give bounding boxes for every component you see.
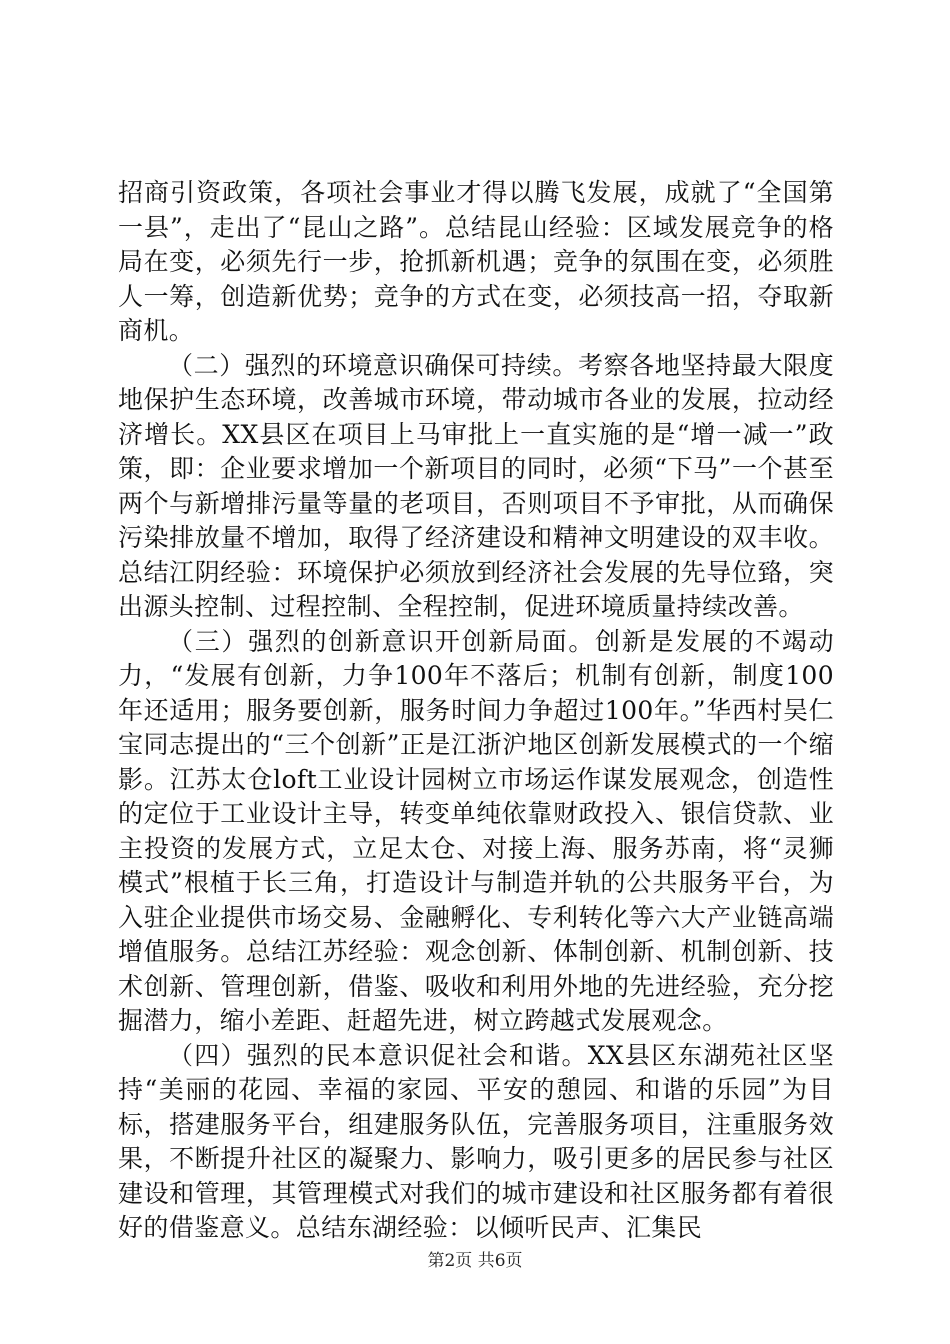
paragraph-continuation: 招商引资政策，各项社会事业才得以腾飞发展，成就了“全国第一县”，走出了“昆山之路”。总结昆山经验：区域发展竞争的格局在变，必须先行一步，抢抓新机遇；竞争的氛围在变，必须胜人一筹，创造新优势；竞争的方式在变，必须技高一招，夺取新商机。 <box>118 178 834 345</box>
page-number-footer: 第2页 共6页 <box>427 1251 523 1271</box>
paragraph-people: （四）强烈的民本意识促社会和谐。XX县区东湖苑社区坚持“美丽的花园、幸福的家园、平安的憩园、和谐的乐园”为目标，搭建服务平台，组建服务队伍，完善服务项目，注重服务效果，不断提升社区的凝聚力、影响力，吸引更多的居民参与社区建设和管理，其管理模式对我们的城市建设和社区服务都有着很好的借鉴意义。总结东湖经验：以倾听民声、汇集民 <box>118 1040 834 1242</box>
paragraph-innovation: （三）强烈的创新意识开创新局面。创新是发展的不竭动力，“发展有创新，力争100年不落后；机制有创新，制度100年还适用；服务要创新，服务时间力争超过100年。”华西村吴仁宝同志提出的“三个创新”正是江浙沪地区创新发展模式的一个缩影。江苏太仓loft工业设计园树立市场运作谋发展观念，创造性的定位于工业设计主导，转变单纯依靠财政投入、银信贷款、业主投资的发展方式，立足太仓、对接上海、服务苏南，将“灵狮模式”根植于长三角，打造设计与制造并轨的公共服务平台，为入驻企业提供市场交易、金融孵化、专利转化等六大产业链高端增值服务。总结江苏经验：观念创新、体制创新、机制创新、技术创新、管理创新，借鉴、吸收和利用外地的先进经验，充分挖掘潜力，缩小差距、赶超先进，树立跨越式发展观念。 <box>118 626 834 1035</box>
paragraph-environment: （二）强烈的环境意识确保可持续。考察各地坚持最大限度地保护生态环境，改善城市环境，带动城市各业的发展，拉动经济增长。XX县区在项目上马审批上一直实施的是“增一减一”政策，即：企业要求增加一个新项目的同时，必须“下马”一个甚至两个与新增排污量等量的老项目，否则项目不予审批，从而确保污染排放量不增加，取得了经济建设和精神文明建设的双丰收。总结江阴经验：环境保护必须放到经济社会发展的先导位臵，突出源头控制、过程控制、全程控制，促进环境质量持续改善。 <box>118 350 834 621</box>
document-body <box>118 176 834 1246</box>
